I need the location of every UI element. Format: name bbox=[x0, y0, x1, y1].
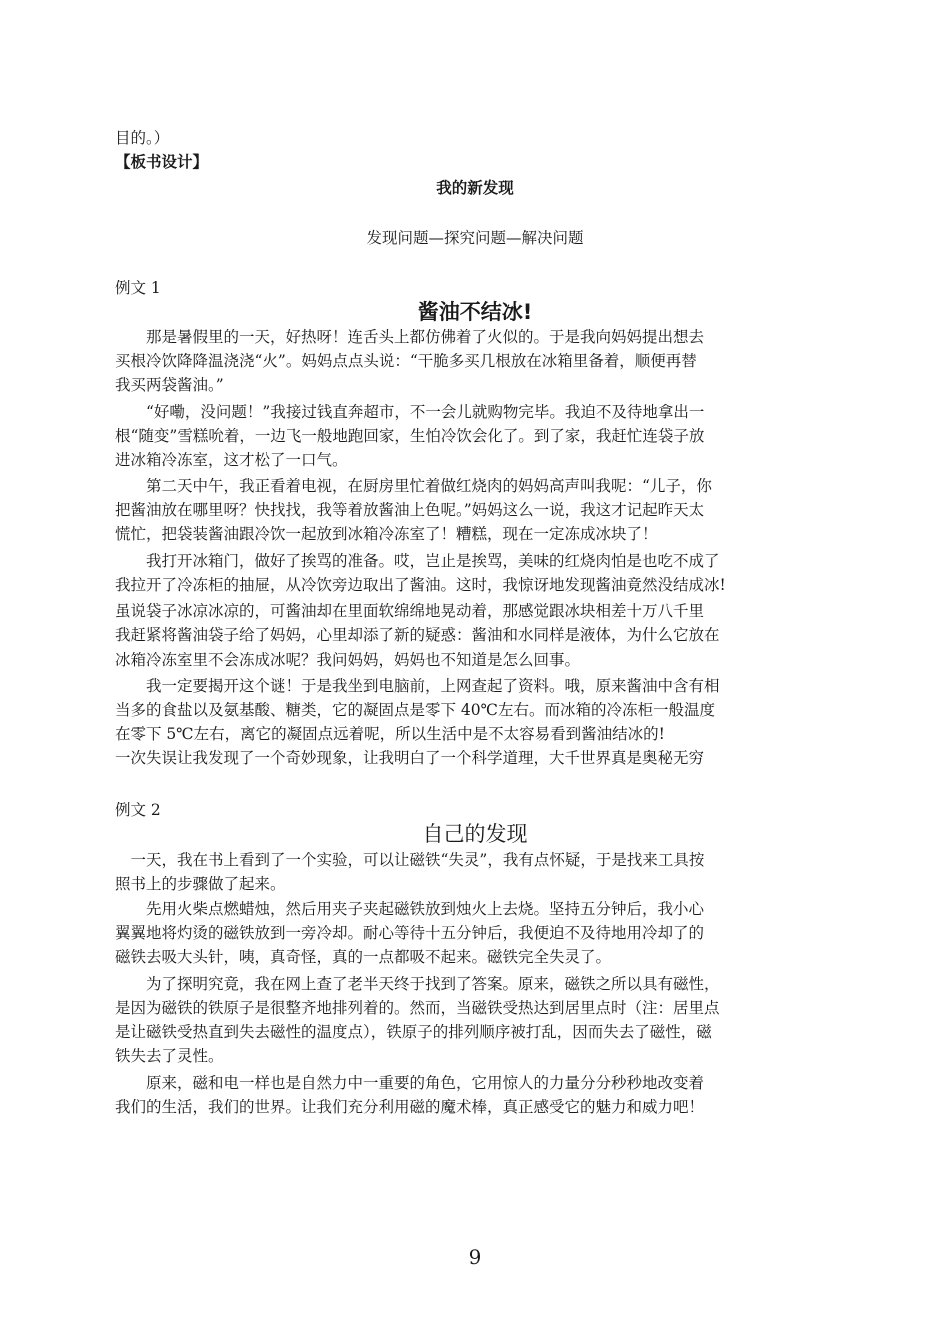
example2-line: 先用火柴点燃蜡烛，然后用夹子夹起磁铁放到烛火上去烧。坚持五分钟后，我小心 bbox=[115, 900, 705, 918]
example2-line: 我们的生活，我们的世界。让我们充分利用磁的魔术棒，真正感受它的魅力和威力吧！ bbox=[115, 1098, 705, 1116]
example2-line: 铁失去了灵性。 bbox=[115, 1047, 224, 1065]
example2-line: 是因为磁铁的铁原子是很整齐地排列着的。然而，当磁铁受热达到居里点时（注：居里点 bbox=[115, 999, 720, 1017]
example1-line: 根“随变”雪糕吮着，一边飞一般地跑回家，生怕冷饮会化了。到了家，我赶忙连袋子放 bbox=[115, 427, 705, 445]
example2-line: 照书上的步骤做了起来。 bbox=[115, 875, 286, 893]
example2-label: 例文 2 bbox=[115, 801, 161, 819]
example2-line: 翼翼地将灼烫的磁铁放到一旁冷却。耐心等待十五分钟后，我便迫不及待地用冷却了的 bbox=[115, 924, 705, 942]
example2-line: 磁铁去吸大头针，咦，真奇怪，真的一点都吸不起来。磁铁完全失灵了。 bbox=[115, 948, 612, 966]
example1-line: 把酱油放在哪里呀？快找找，我等着放酱油上色呢。”妈妈这么一说，我这才记起昨天太 bbox=[115, 501, 705, 519]
example2-line: 是让磁铁受热直到失去磁性的温度点），铁原子的排列顺序被打乱，因而失去了磁性，磁 bbox=[115, 1023, 712, 1041]
example1-line: 买根冷饮降降温浇浇“火”。妈妈点点头说：“干脆多买几根放在冰箱里备着，顺便再替 bbox=[115, 352, 697, 370]
example1-line: 第二天中午，我正看着电视，在厨房里忙着做红烧肉的妈妈高声叫我呢：“儿子，你 bbox=[115, 477, 712, 495]
board-flow: 发现问题—探究问题—解决问题 bbox=[366, 229, 584, 247]
board-design-label: 【板书设计】 bbox=[115, 152, 209, 171]
example1-line: 我一定要揭开这个谜！于是我坐到电脑前，上网查起了资料。哦，原来酱油中含有相 bbox=[115, 677, 720, 695]
example1-line: 在零下 5℃左右，离它的凝固点远着呢，所以生活中是不太容易看到酱油结冰的! bbox=[115, 725, 665, 743]
example1-title: 酱油不结冰! bbox=[417, 300, 533, 324]
example1-line: 一次失误让我发现了一个奇妙现象，让我明白了一个科学道理，大千世界真是奥秘无穷 bbox=[115, 749, 705, 767]
example2-line: 原来，磁和电一样也是自然力中一重要的角色，它用惊人的力量分分秒秒地改变着 bbox=[115, 1074, 705, 1092]
example2-line: 为了探明究竟，我在网上查了老半天终于找到了答案。原来，磁铁之所以具有磁性， bbox=[115, 975, 720, 993]
example1-line: 当多的食盐以及氨基酸、糖类，它的凝固点是零下 40℃左右。而冰箱的冷冻柜一般温度 bbox=[115, 701, 715, 719]
example1-line: 虽说袋子冰凉冰凉的，可酱油却在里面软绵绵地晃动着，那感觉跟冰块相差十万八千里 bbox=[115, 602, 705, 620]
example1-label: 例文 1 bbox=[115, 279, 161, 297]
example1-line: 我赶紧将酱油袋子给了妈妈，心里却添了新的疑惑：酱油和水同样是液体，为什么它放在 bbox=[115, 626, 720, 644]
example1-line: 慌忙，把袋装酱油跟冷饮一起放到冰箱冷冻室了！糟糕，现在一定冻成冰块了！ bbox=[115, 525, 658, 543]
example1-line: 进冰箱冷冻室，这才松了一口气。 bbox=[115, 451, 348, 469]
example2-title: 自己的发现 bbox=[422, 822, 528, 846]
board-title: 我的新发现 bbox=[436, 178, 514, 197]
example1-line: 冰箱冷冻室里不会冻成冰呢？我问妈妈，妈妈也不知道是怎么回事。 bbox=[115, 651, 581, 669]
example1-line: 我拉开了冷冻柜的抽屉，从冷饮旁边取出了酱油。这时，我惊讶地发现酱油竟然没结成冰! bbox=[115, 576, 726, 594]
example1-line: “好嘞，没问题！”我接过钱直奔超市，不一会儿就购物完毕。我迫不及待地拿出一 bbox=[115, 403, 705, 421]
example1-line: 那是暑假里的一天，好热呀！连舌头上都仿佛着了火似的。于是我向妈妈提出想去 bbox=[115, 328, 705, 346]
continuation-text: 目的。） bbox=[115, 129, 170, 147]
example1-line: 我打开冰箱门，做好了挨骂的准备。哎，岂止是挨骂，美味的红烧肉怕是也吃不成了 bbox=[115, 552, 720, 570]
example1-line: 我买两袋酱油。” bbox=[115, 376, 224, 394]
example2-line: 一天，我在书上看到了一个实验，可以让磁铁“失灵”，我有点怀疑，于是找来工具按 bbox=[115, 851, 705, 869]
page-number: 9 bbox=[468, 1245, 482, 1269]
